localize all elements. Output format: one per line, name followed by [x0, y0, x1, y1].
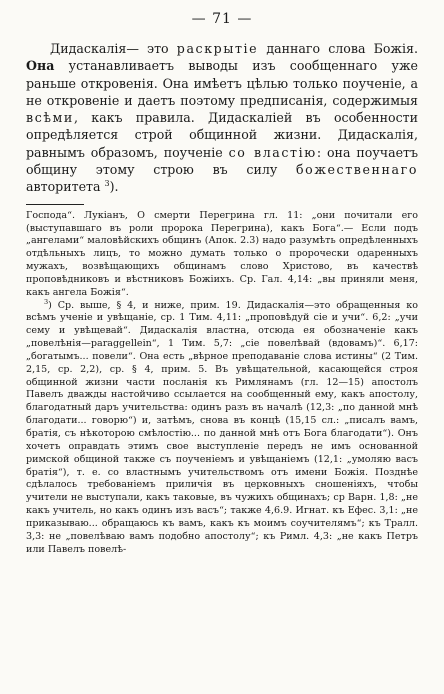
footnote-mark: 3: [44, 297, 49, 306]
text-run: , какъ правила. Дидаскаліей въ особенности опредѣляется строй общинной жизни. Дидаскалія, равнымъ образомъ, поученіе: [26, 110, 418, 160]
spaced-word-all: всѣми: [26, 110, 74, 126]
text-run: : она поучаетъ общину этому строю въ силу: [26, 144, 419, 178]
footnote-3-text: ) Ср. выше, § 4, и ниже, прим. 19. Дидаскалія—это обращенныя ко всѣмъ ученіе и увѣщаніе, ср. 1 Тим. 4,11: „проповѣдуй сіе и учи“. 6,2: „учи сему и увѣщевай“. Дидаскалія властна, отсюда ея обозначеніе какъ „повелѣнія—paraggellein“, 1 Тим. 5,7: „сіе повелѣвай (вдовамъ)“. 6,17: „богатымъ... повели“. Она есть „вѣрное преподаваніе слова истины“ (2 Тим. 2,15, ср. 2,2), ср. § 4, прим. 5. Въ увѣщательной, касающейся строя общинной жизни части посланія къ Римлянамъ (гл. 12—15) апостолъ Павелъ дважды настойчиво ссылается на сообщенный ему, какъ апостолу, благодатный даръ учительства: одинъ разъ въ началѣ (12,3: „по данной мнѣ благодати... говорю“) и, затѣмъ, снова въ концѣ (15,15 сл.: „писалъ вамъ, братія, съ нѣкоторою смѣлостію... по данной мнѣ отъ Бога благодати“). Онъ хочетъ оправдать этимъ свое выступленіе передъ не имъ основанной римской общиной также съ поученіемъ и увѣщаніемъ (12,1: „умоляю васъ братія“), т. е. со властнымъ учительствомъ отъ имени Божія. Позднѣе сдѣлалось требованіемъ приличія въ церковныхъ сношеніяхъ, чтобы учители не выступали, какъ таковые, въ чужихъ общинахъ; ср Варн. 1,8: „не какъ учитель, но какъ одинъ изъ васъ“; также 4,6.9. Игнат. къ Ефес. 3,1: „не приказываю... обращаюсь къ вамъ, какъ къ моимъ соучителямъ“; къ Тралл. 3,3: не „повелѣваю вамъ подобно апостолу“; къ Римл. 4,3: „не какъ Петръ или Павелъ повелѣ-: [26, 299, 418, 555]
text-run: — это: [126, 41, 177, 56]
footnote-continuation: Господа“. Лукіанъ, О смерти Перегрина гл. 11: „они почитали его (выступавшаго въ роли пророка Перегрина), какъ Бога“.— Если подъ „ангелами“ маловѣйскихъ общинъ (Апок. 2.3) надо разумѣть опредѣленныхъ отдѣльныхъ лицъ, то можно думать только о пророчески одаренныхъ мужахъ, возвѣщающихъ общинамъ слово Христово, въ качествѣ проповѣдниковъ и вѣстниковъ Божіихъ. Ср. Гал. 4,14: „вы приняли меня, какъ ангела Божія“.: [26, 209, 418, 298]
text-run: авторитета: [26, 179, 105, 195]
footnote-ref[interactable]: 3: [104, 179, 110, 189]
footnotes: [26, 210, 418, 557]
text-run: ).: [109, 179, 119, 195]
page-number: — 71 —: [191, 11, 253, 27]
main-paragraph: [26, 40, 418, 196]
spaced-word-revelation: раскрытіе: [176, 41, 259, 56]
footnote-divider: [26, 204, 84, 205]
footnote-3: [26, 297, 418, 557]
text-run: даннаго слова Божія.: [258, 41, 418, 56]
term-didascalia: Дидаскалія: [50, 41, 127, 56]
bold-word-ona: Она: [26, 58, 55, 74]
text-run: устанавливаетъ выводы изъ сообщеннаго уже раньше откровенія. Она имѣетъ цѣлью только поученіе, а не откровеніе и даетъ поэтому предписанія, содержимыя: [26, 58, 418, 108]
spaced-word-divine: божественнаго: [295, 162, 418, 178]
spaced-word-with-authority: со властію: [228, 144, 317, 160]
